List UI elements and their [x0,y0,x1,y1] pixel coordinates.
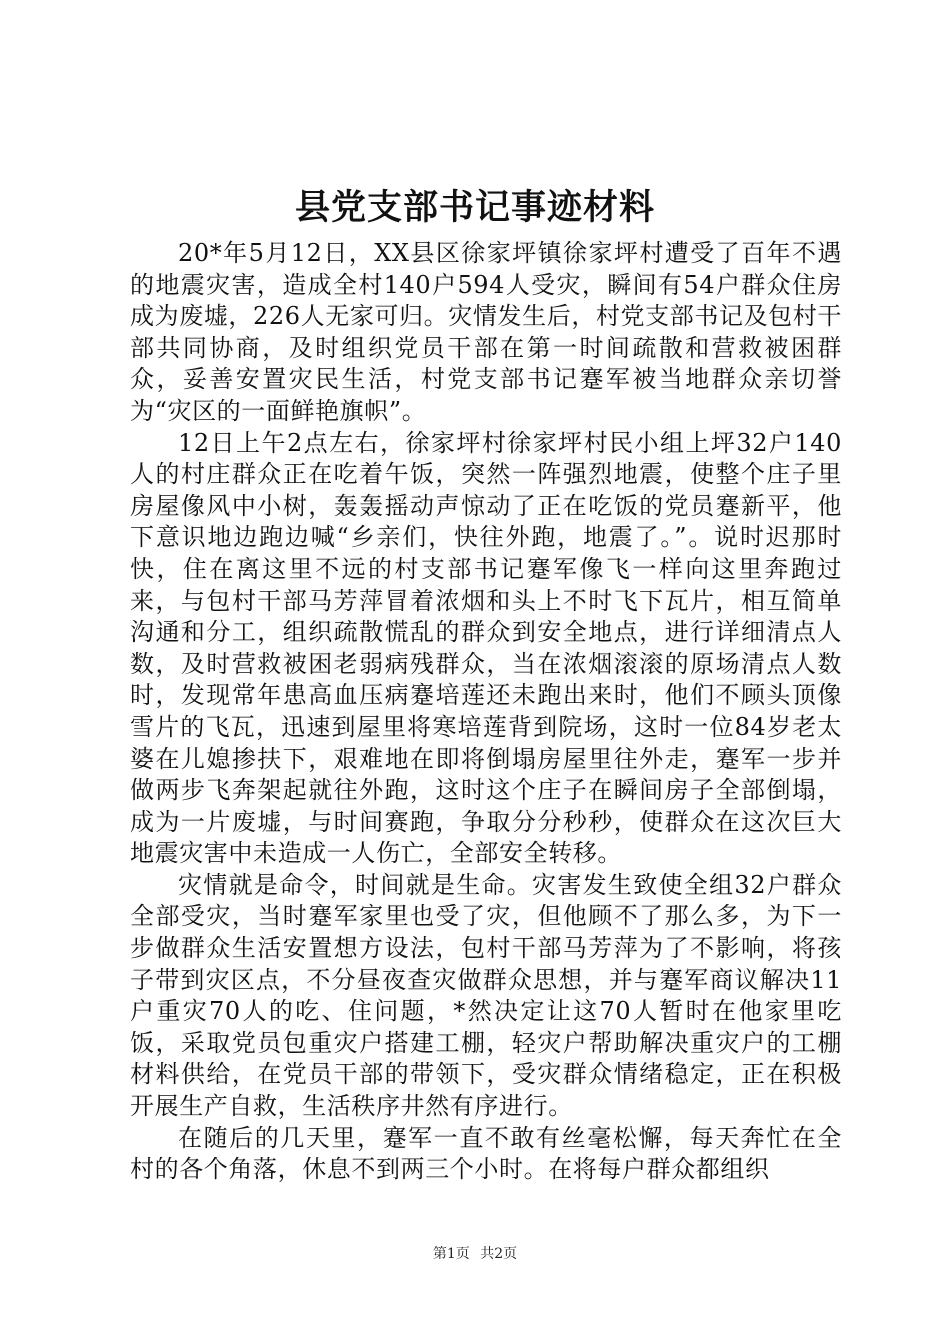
paragraph-2: 12日上午2点左右，徐家坪村徐家坪村民小组上坪32户140人的村庄群众正在吃着午饭，突然一阵强烈地震，使整个庄子里房屋像风中小树，轰轰摇动声惊动了正在吃饭的党员蹇新平，他下意识地边跑边喊“乡亲们，快往外跑，地震了。”。说时迟那时快，住在离这里不远的村支部书记蹇军像飞一样向这里奔跑过来，与包村干部马芳萍冒着浓烟和头上不时飞下瓦片，相互简单沟通和分工，组织疏散慌乱的群众到安全地点，进行详细清点人数，及时营救被困老弱病残群众，当在浓烟滚滚的原场清点人数时，发现常年患高血压病蹇培莲还未跑出来时，他们不顾头顶像雪片的飞瓦，迅速到屋里将寒培莲背到院场，这时一位84岁老太婆在儿媳掺扶下，艰难地在即将倒塌房屋里往外走，蹇军一步并做两步飞奔架起就往外跑，这时这个庄子在瞬间房子全部倒塌，成为一片废墟，与时间赛跑，争取分分秒秒，使群众在这次巨大地震灾害中未造成一人伤亡，全部安全转移。 [130,428,842,868]
document-title: 县党支部书记事迹材料 [294,188,655,228]
paragraph-3: 灾情就是命令，时间就是生命。灾害发生致使全组32户群众全部受灾，当时蹇军家里也受了灾，但他顾不了那么多，为下一步做群众生活安置想方设法，包村干部马芳萍为了不影响，将孩子带到灾区点，不分昼夜查灾做群众思想，并与蹇军商议解决11户重灾70人的吃、住问题，*然决定让这70人暂时在他家里吃饭，采取党员包重灾户搭建工棚，轻灾户帮助解决重灾户的工棚材料供给，在党员干部的带领下，受灾群众情绪稳定，正在积极开展生产自救，生活秩序井然有序进行。 [130,870,842,1121]
document-body [130,238,842,1186]
paragraph-4: 在随后的几天里，蹇军一直不敢有丝毫松懈，每天奔忙在全村的各个角落，休息不到两三个小时。在将每户群众都组织 [130,1123,842,1184]
page-footer [0,1244,950,1264]
page-number-total: 共2页 [480,1246,518,1262]
paragraph-1: 20*年5月12日，XX县区徐家坪镇徐家坪村遭受了百年不遇的地震灾害，造成全村140户594人受灾，瞬间有54户群众住房成为废墟，226人无家可归。灾情发生后，村党支部书记及包村干部共同协商，及时组织党员干部在第一时间疏散和营救被困群众，妥善安置灾民生活，村党支部书记蹇军被当地群众亲切誉为“灾区的一面鲜艳旗帜”。 [130,239,842,425]
page-number-current: 第1页 [432,1246,470,1262]
